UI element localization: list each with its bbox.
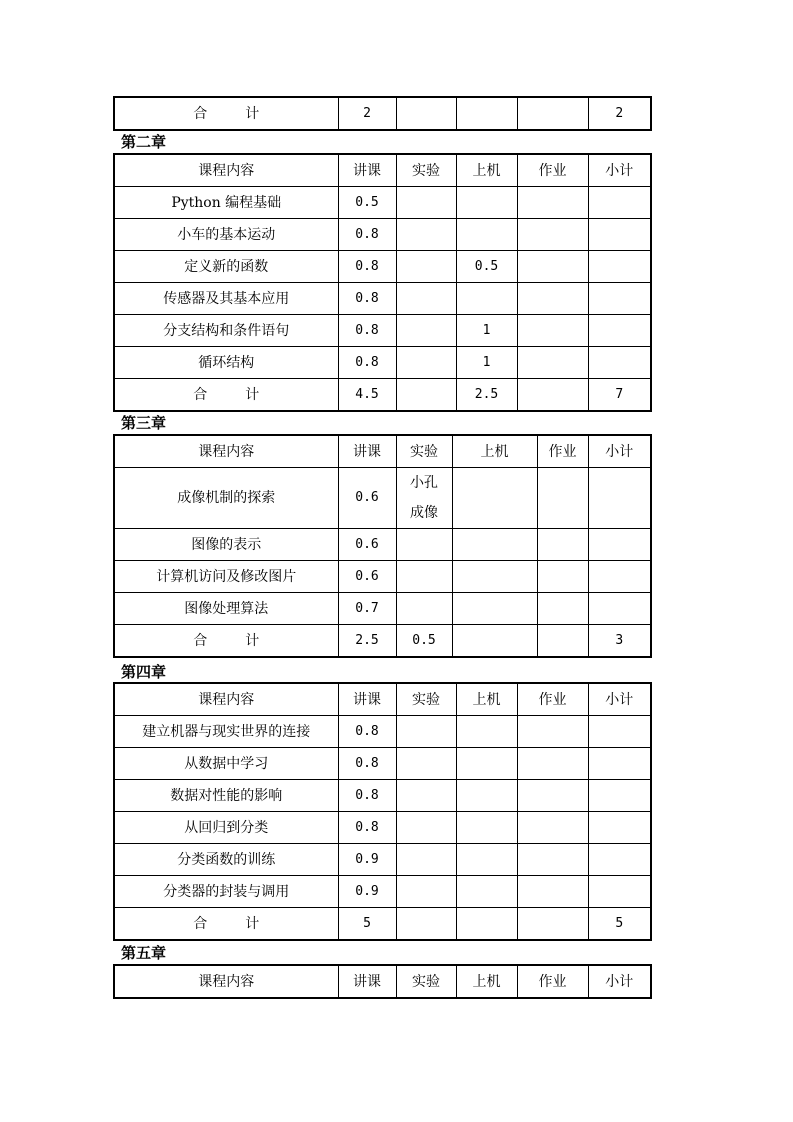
table-header-row	[114, 965, 651, 998]
cell-computer	[456, 876, 517, 908]
table-ch4	[113, 682, 652, 941]
chapter-heading-5: 第五章	[121, 944, 167, 962]
table-ch1-total	[113, 96, 652, 131]
cell-experiment	[396, 780, 456, 812]
cell-content: 定义新的函数	[114, 251, 338, 283]
cell-lecture: 0.8	[338, 251, 396, 283]
cell-subtotal	[588, 748, 651, 780]
header-lecture: 讲课	[338, 435, 396, 468]
cell-computer	[456, 219, 517, 251]
cell-lecture: 0.5	[338, 187, 396, 219]
table-row	[114, 876, 651, 908]
cell-computer	[456, 97, 517, 130]
cell-subtotal	[588, 812, 651, 844]
cell-computer: 1	[456, 315, 517, 347]
cell-content: 建立机器与现实世界的连接	[114, 716, 338, 748]
header-computer: 上机	[456, 965, 517, 998]
cell-computer	[452, 529, 537, 561]
cell-lecture: 0.8	[338, 716, 396, 748]
total-label: 合 计	[114, 625, 338, 658]
table-row	[114, 716, 651, 748]
cell-lecture: 0.9	[338, 876, 396, 908]
cell-content: 传感器及其基本应用	[114, 283, 338, 315]
cell-experiment	[396, 347, 456, 379]
cell-computer	[456, 844, 517, 876]
cell-homework	[537, 468, 588, 529]
cell-subtotal	[588, 716, 651, 748]
cell-experiment	[396, 283, 456, 315]
cell-homework	[517, 908, 588, 941]
chapter-heading-3: 第三章	[121, 414, 167, 432]
cell-lecture: 0.8	[338, 748, 396, 780]
cell-experiment	[396, 529, 452, 561]
total-label: 合 计	[114, 908, 338, 941]
cell-homework	[517, 283, 588, 315]
cell-subtotal	[588, 593, 651, 625]
cell-homework	[537, 625, 588, 658]
cell-computer: 2.5	[456, 379, 517, 412]
cell-homework	[517, 844, 588, 876]
table-row-total	[114, 625, 651, 658]
table-row	[114, 187, 651, 219]
total-label: 合 计	[114, 379, 338, 412]
cell-homework	[537, 593, 588, 625]
cell-experiment	[396, 844, 456, 876]
header-content: 课程内容	[114, 965, 338, 998]
cell-content: 计算机访问及修改图片	[114, 561, 338, 593]
header-lecture: 讲课	[338, 683, 396, 716]
table-header-row	[114, 683, 651, 716]
cell-experiment	[396, 812, 456, 844]
cell-subtotal: 3	[588, 625, 651, 658]
cell-subtotal: 2	[588, 97, 651, 130]
header-lecture: 讲课	[338, 965, 396, 998]
cell-experiment: 0.5	[396, 625, 452, 658]
cell-content: 数据对性能的影响	[114, 780, 338, 812]
cell-experiment	[396, 315, 456, 347]
cell-lecture: 0.6	[338, 561, 396, 593]
cell-lecture: 0.6	[338, 468, 396, 529]
cell-computer	[456, 283, 517, 315]
cell-experiment	[396, 97, 456, 130]
table-row	[114, 812, 651, 844]
header-experiment: 实验	[396, 965, 456, 998]
cell-computer	[456, 812, 517, 844]
table-row	[114, 283, 651, 315]
cell-content: 图像处理算法	[114, 593, 338, 625]
table-ch3	[113, 434, 652, 658]
total-label: 合 计	[114, 97, 338, 130]
table-header-row	[114, 154, 651, 187]
header-computer: 上机	[452, 435, 537, 468]
cell-content: 分支结构和条件语句	[114, 315, 338, 347]
header-homework: 作业	[517, 683, 588, 716]
cell-experiment	[396, 251, 456, 283]
header-experiment: 实验	[396, 435, 452, 468]
table-header-row	[114, 435, 651, 468]
table-row-total	[114, 97, 651, 130]
header-subtotal: 小计	[588, 965, 651, 998]
header-homework: 作业	[537, 435, 588, 468]
cell-computer	[452, 593, 537, 625]
cell-homework	[517, 315, 588, 347]
cell-subtotal	[588, 187, 651, 219]
header-subtotal: 小计	[588, 154, 651, 187]
cell-computer: 0.5	[456, 251, 517, 283]
cell-homework	[517, 251, 588, 283]
chapter-heading-2: 第二章	[121, 133, 167, 151]
cell-subtotal	[588, 219, 651, 251]
cell-experiment	[396, 468, 452, 529]
table-row-total	[114, 908, 651, 941]
cell-experiment-line-2: 成像	[410, 505, 438, 521]
cell-lecture: 0.8	[338, 812, 396, 844]
cell-computer	[456, 780, 517, 812]
cell-computer	[452, 468, 537, 529]
cell-computer: 1	[456, 347, 517, 379]
header-computer: 上机	[456, 154, 517, 187]
table-row	[114, 251, 651, 283]
table-row-total	[114, 379, 651, 412]
table-ch2	[113, 153, 652, 412]
header-content: 课程内容	[114, 683, 338, 716]
table-row	[114, 468, 651, 529]
header-computer: 上机	[456, 683, 517, 716]
cell-homework	[517, 876, 588, 908]
cell-computer	[456, 187, 517, 219]
cell-experiment	[396, 876, 456, 908]
table-row	[114, 347, 651, 379]
cell-experiment	[396, 219, 456, 251]
cell-computer	[452, 625, 537, 658]
cell-computer	[456, 716, 517, 748]
cell-homework	[517, 780, 588, 812]
cell-content: 从数据中学习	[114, 748, 338, 780]
cell-content: 循环结构	[114, 347, 338, 379]
cell-homework	[517, 748, 588, 780]
header-experiment: 实验	[396, 683, 456, 716]
table-row	[114, 219, 651, 251]
cell-homework	[537, 561, 588, 593]
table-ch5	[113, 964, 652, 999]
cell-content: 从回归到分类	[114, 812, 338, 844]
header-homework: 作业	[517, 965, 588, 998]
cell-subtotal	[588, 780, 651, 812]
cell-subtotal	[588, 561, 651, 593]
header-lecture: 讲课	[338, 154, 396, 187]
table-row	[114, 780, 651, 812]
cell-lecture: 0.7	[338, 593, 396, 625]
table-row	[114, 315, 651, 347]
cell-content: 小车的基本运动	[114, 219, 338, 251]
cell-content: 图像的表示	[114, 529, 338, 561]
cell-experiment	[396, 716, 456, 748]
cell-content: 成像机制的探索	[114, 468, 338, 529]
header-subtotal: 小计	[588, 683, 651, 716]
cell-content: 分类器的封装与调用	[114, 876, 338, 908]
cell-homework	[517, 97, 588, 130]
cell-subtotal	[588, 844, 651, 876]
table-row	[114, 593, 651, 625]
cell-homework	[517, 187, 588, 219]
header-content: 课程内容	[114, 435, 338, 468]
cell-lecture: 0.6	[338, 529, 396, 561]
cell-subtotal	[588, 315, 651, 347]
cell-homework	[517, 812, 588, 844]
table-row	[114, 561, 651, 593]
cell-subtotal	[588, 529, 651, 561]
cell-lecture: 0.8	[338, 283, 396, 315]
table-row	[114, 844, 651, 876]
cell-subtotal	[588, 876, 651, 908]
cell-computer	[456, 748, 517, 780]
cell-subtotal	[588, 283, 651, 315]
header-content: 课程内容	[114, 154, 338, 187]
chapter-heading-4: 第四章	[121, 663, 167, 681]
cell-content: Python 编程基础	[114, 187, 338, 219]
cell-lecture: 0.9	[338, 844, 396, 876]
cell-lecture: 5	[338, 908, 396, 941]
cell-subtotal: 5	[588, 908, 651, 941]
cell-lecture: 0.8	[338, 219, 396, 251]
cell-lecture: 2.5	[338, 625, 396, 658]
cell-subtotal	[588, 347, 651, 379]
cell-experiment	[396, 187, 456, 219]
cell-experiment	[396, 908, 456, 941]
cell-subtotal: 7	[588, 379, 651, 412]
header-experiment: 实验	[396, 154, 456, 187]
cell-subtotal	[588, 468, 651, 529]
cell-lecture: 0.8	[338, 315, 396, 347]
table-row	[114, 529, 651, 561]
cell-lecture: 2	[338, 97, 396, 130]
cell-experiment	[396, 379, 456, 412]
cell-content: 分类函数的训练	[114, 844, 338, 876]
cell-homework	[517, 219, 588, 251]
cell-lecture: 0.8	[338, 347, 396, 379]
cell-experiment	[396, 593, 452, 625]
table-row	[114, 748, 651, 780]
cell-computer	[452, 561, 537, 593]
cell-computer	[456, 908, 517, 941]
cell-subtotal	[588, 251, 651, 283]
header-homework: 作业	[517, 154, 588, 187]
cell-lecture: 0.8	[338, 780, 396, 812]
cell-experiment	[396, 748, 456, 780]
cell-homework	[517, 716, 588, 748]
cell-lecture: 4.5	[338, 379, 396, 412]
cell-homework	[517, 347, 588, 379]
cell-homework	[537, 529, 588, 561]
cell-homework	[517, 379, 588, 412]
cell-experiment-line-1: 小孔	[410, 475, 438, 491]
header-subtotal: 小计	[588, 435, 651, 468]
cell-experiment	[396, 561, 452, 593]
